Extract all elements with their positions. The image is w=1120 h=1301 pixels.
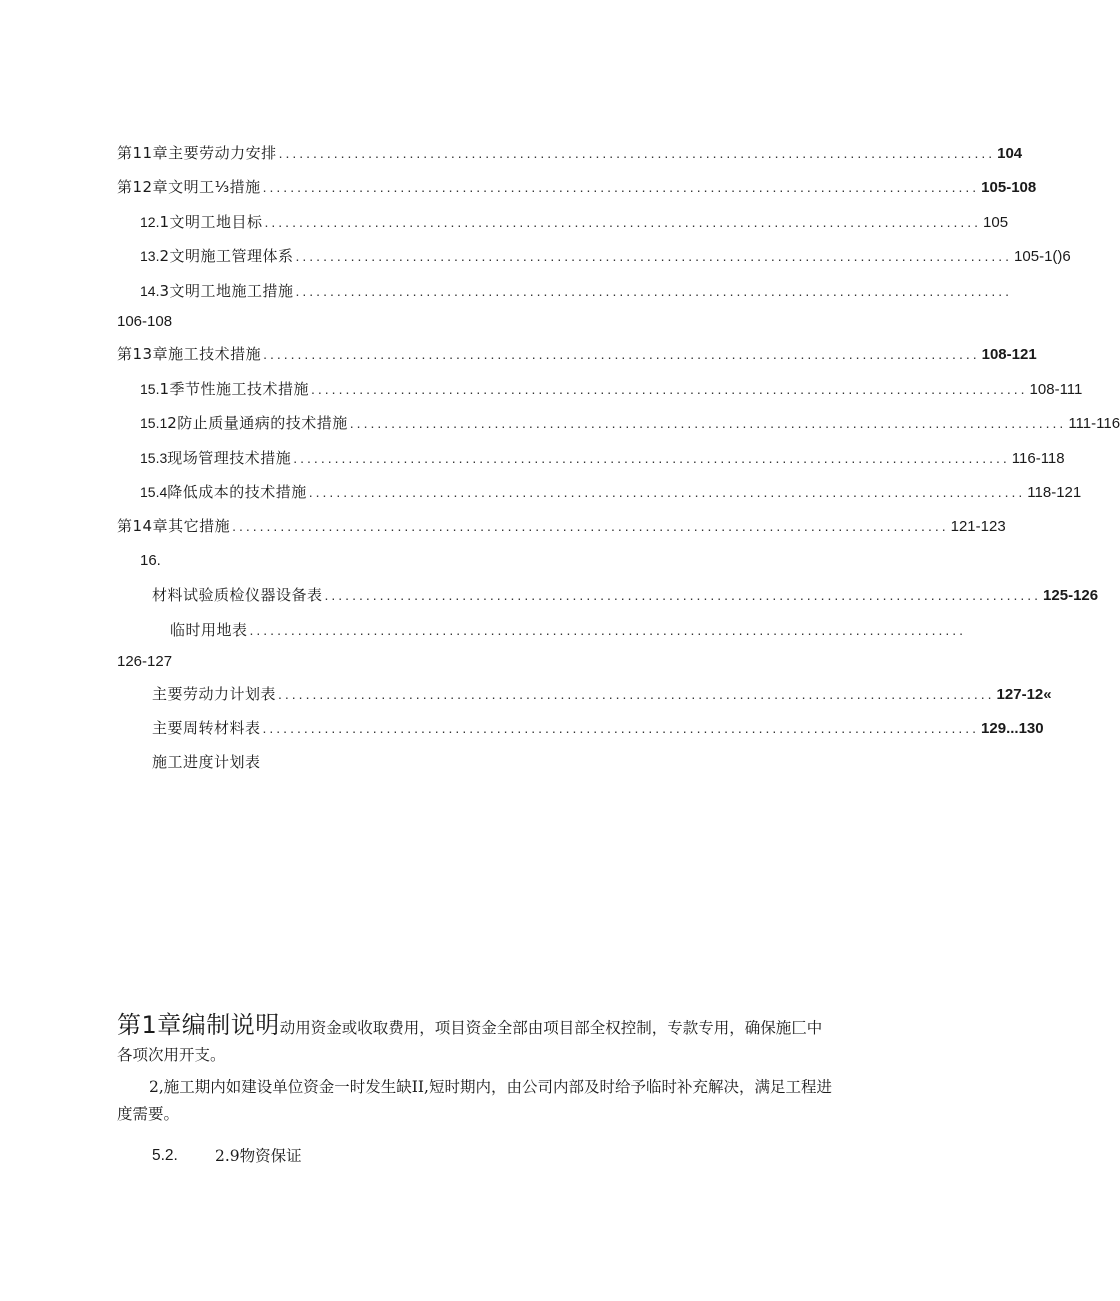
toc-entry[interactable]	[140, 413, 1120, 434]
toc-entry[interactable]	[117, 177, 1037, 198]
toc-leader: ........................................................................................................	[311, 381, 1028, 397]
toc-number: 14.	[140, 283, 160, 299]
toc-entry[interactable]	[152, 684, 1052, 705]
toc-title: 第12章文明工⅓措施	[117, 178, 261, 196]
toc-leader: ........................................................................................................	[293, 450, 1010, 466]
toc-page: 127-12«	[996, 686, 1052, 703]
toc-number: 16.	[140, 552, 161, 569]
toc-title: 主要劳动力计划表	[152, 685, 277, 703]
toc-title: 第14章其它措施	[117, 517, 231, 535]
toc-title: 现场管理技术措施	[167, 449, 292, 467]
toc-page: 116-118	[1011, 450, 1065, 467]
toc-leader: ........................................................................................................	[278, 145, 996, 161]
toc-title: 2文明施工管理体系	[159, 247, 294, 265]
toc-entry[interactable]	[140, 482, 1082, 503]
toc-number: 12.	[140, 214, 160, 230]
toc-number: 15.1	[140, 415, 168, 431]
toc-entry[interactable]	[140, 246, 1071, 267]
toc-title: 主要周转材料表	[152, 719, 261, 737]
section-title: 2.9物资保证	[215, 1147, 302, 1165]
toc-title: 第13章施工技术措施	[117, 345, 262, 363]
paragraph-text: 动用资金或收取费用，项目资金全部由项目部全权控制，专款专用，确保施匚中各项次用开支。	[117, 1019, 823, 1064]
toc-entry[interactable]	[140, 448, 1065, 469]
toc-title: 1季节性施工技术措施	[159, 380, 310, 398]
toc-leader: ........................................................................................................	[324, 587, 1042, 603]
toc-page: 108-111	[1029, 381, 1083, 398]
toc-leader: ........................................................................................................	[278, 686, 995, 702]
toc-entry[interactable]	[117, 344, 1037, 365]
toc-page-continued: 126-127	[117, 653, 173, 670]
toc-entry[interactable]	[140, 281, 1013, 301]
toc-page: 118-121	[1027, 484, 1082, 501]
toc-page: 121-123	[950, 518, 1006, 535]
toc-number: 13.	[140, 248, 160, 264]
toc-number: 15.	[140, 381, 160, 397]
body-paragraph	[117, 1074, 837, 1128]
toc-title: 材料试验质检仪器设备表	[152, 586, 323, 604]
toc-leader: ........................................................................................................	[262, 720, 980, 736]
toc-title: 降低成本的技术措施	[167, 483, 307, 501]
toc-page: 105-1()6	[1014, 248, 1071, 265]
toc-entry[interactable]	[140, 212, 1009, 233]
toc-page: 108-121	[981, 346, 1037, 363]
toc-entry[interactable]	[117, 516, 1006, 537]
toc-page-continued: 106-108	[117, 313, 173, 330]
toc-entry[interactable]	[140, 379, 1083, 400]
paragraph-text: 2,施工期内如建设单位资金一时发生缺II,短时期内，由公司内部及时给予临时补充解决，满足工程进度需要。	[117, 1078, 832, 1123]
toc-leader: ........................................................................................................	[249, 622, 967, 638]
toc-page: 111-116	[1068, 415, 1120, 432]
toc-page: 104	[997, 145, 1023, 162]
toc-leader: ........................................................................................................	[262, 179, 980, 195]
toc-leader: ........................................................................................................	[295, 283, 1013, 299]
toc-number: 15.3	[140, 450, 168, 466]
toc-page: 125-126	[1043, 587, 1099, 604]
toc-leader: ........................................................................................................	[308, 484, 1026, 500]
toc-title: 临时用地表	[170, 621, 248, 639]
body-paragraph	[117, 1012, 837, 1069]
toc-leader: ........................................................................................................	[263, 346, 980, 362]
toc-page: 129...130	[981, 720, 1044, 737]
toc-title: 3文明工地施工措施	[159, 282, 294, 300]
toc-entry[interactable]	[152, 585, 1099, 606]
chapter-heading: 第1章编制说明	[117, 1011, 280, 1039]
toc-page: 105-108	[981, 179, 1037, 196]
toc-title: 2防止质量通病的技术措施	[167, 414, 348, 432]
toc-leader: ........................................................................................................	[264, 214, 982, 230]
toc-title[interactable]: 施工进度计划表	[152, 753, 261, 771]
toc-entry[interactable]	[152, 718, 1044, 739]
toc-entry[interactable]	[117, 143, 1023, 164]
toc-leader: ........................................................................................................	[232, 518, 949, 534]
toc-leader: ........................................................................................................	[295, 248, 1013, 264]
section-number: 5.2.	[152, 1147, 178, 1164]
toc-entry[interactable]	[170, 620, 967, 640]
toc-title: 1文明工地目标	[159, 213, 263, 231]
toc-title: 第11章主要劳动力安排	[117, 144, 277, 162]
toc-leader: ........................................................................................................	[349, 415, 1067, 431]
toc-number: 15.4	[140, 484, 168, 500]
toc-page: 105	[983, 214, 1009, 231]
